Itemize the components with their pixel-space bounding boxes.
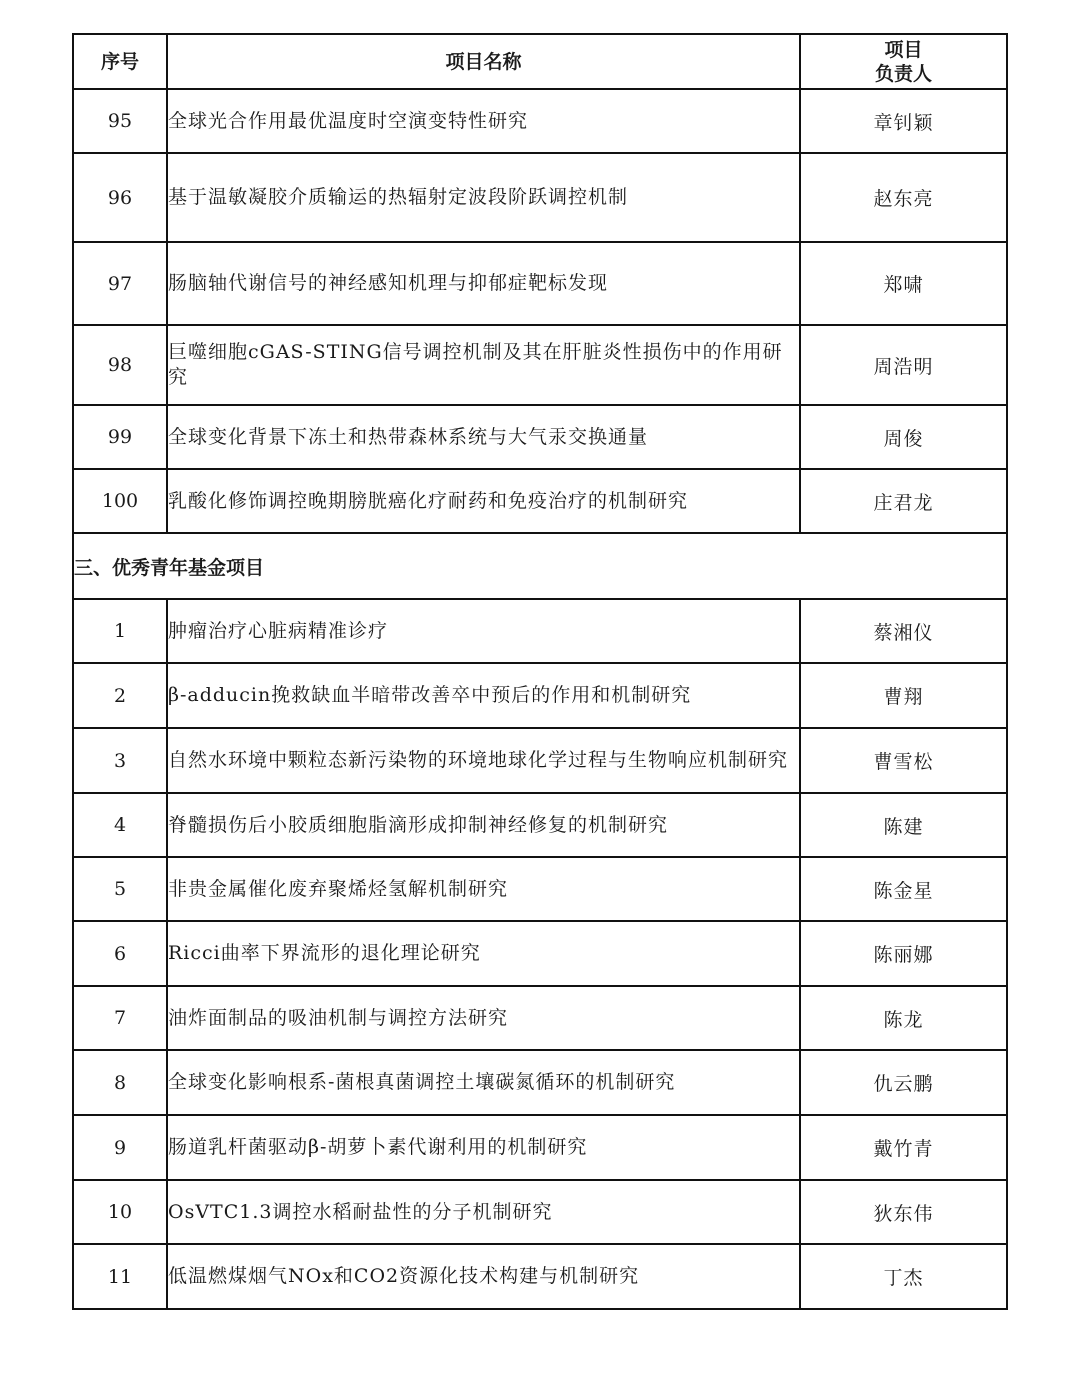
row-leader: 陈丽娜 (800, 921, 1007, 986)
row-project-name: β-adducin挽救缺血半暗带改善卒中预后的作用和机制研究 (167, 663, 800, 728)
row-number: 98 (73, 325, 167, 405)
row-number: 3 (73, 728, 167, 793)
table-row (73, 921, 1007, 986)
row-number: 11 (73, 1244, 167, 1309)
table-row (73, 857, 1007, 921)
row-number: 1 (73, 599, 167, 663)
project-table (72, 33, 1008, 1310)
table-row (73, 1180, 1007, 1244)
header-no: 序号 (73, 34, 167, 89)
row-project-name: 低温燃煤烟气NOx和CO2资源化技术构建与机制研究 (167, 1244, 800, 1309)
row-project-name: 油炸面制品的吸油机制与调控方法研究 (167, 986, 800, 1050)
row-leader: 狄东伟 (800, 1180, 1007, 1244)
row-project-name: 全球变化影响根系-菌根真菌调控土壤碳氮循环的机制研究 (167, 1050, 800, 1115)
row-project-name: 乳酸化修饰调控晚期膀胱癌化疗耐药和免疫治疗的机制研究 (167, 469, 800, 533)
row-project-name: Ricci曲率下界流形的退化理论研究 (167, 921, 800, 986)
table-row (73, 405, 1007, 469)
table-row (73, 986, 1007, 1050)
row-leader: 郑啸 (800, 242, 1007, 325)
row-leader: 赵东亮 (800, 153, 1007, 242)
row-number: 99 (73, 405, 167, 469)
row-leader: 蔡湘仪 (800, 599, 1007, 663)
row-leader: 章钊颖 (800, 89, 1007, 153)
table-row (73, 663, 1007, 728)
row-project-name: 肠道乳杆菌驱动β-胡萝卜素代谢利用的机制研究 (167, 1115, 800, 1180)
row-leader: 丁杰 (800, 1244, 1007, 1309)
row-number: 5 (73, 857, 167, 921)
table-row (73, 1244, 1007, 1309)
row-project-name: 自然水环境中颗粒态新污染物的环境地球化学过程与生物响应机制研究 (167, 728, 800, 793)
row-number: 97 (73, 242, 167, 325)
row-project-name: OsVTC1.3调控水稻耐盐性的分子机制研究 (167, 1180, 800, 1244)
row-number: 10 (73, 1180, 167, 1244)
header-project-name: 项目名称 (167, 34, 800, 89)
row-number: 100 (73, 469, 167, 533)
row-number: 6 (73, 921, 167, 986)
row-number: 4 (73, 793, 167, 857)
row-leader: 周俊 (800, 405, 1007, 469)
row-project-name: 巨噬细胞cGAS-STING信号调控机制及其在肝脏炎性损伤中的作用研究 (167, 325, 800, 405)
table-row (73, 242, 1007, 325)
row-number: 9 (73, 1115, 167, 1180)
row-leader: 庄君龙 (800, 469, 1007, 533)
header-leader (800, 34, 1007, 89)
row-project-name: 肿瘤治疗心脏病精准诊疗 (167, 599, 800, 663)
table-row (73, 89, 1007, 153)
row-leader: 戴竹青 (800, 1115, 1007, 1180)
row-project-name: 全球光合作用最优温度时空演变特性研究 (167, 89, 800, 153)
row-project-name: 全球变化背景下冻土和热带森林系统与大气汞交换通量 (167, 405, 800, 469)
row-leader: 陈金星 (800, 857, 1007, 921)
table-header-row (73, 34, 1007, 89)
row-project-name: 脊髓损伤后小胶质细胞脂滴形成抑制神经修复的机制研究 (167, 793, 800, 857)
row-number: 7 (73, 986, 167, 1050)
table-row (73, 599, 1007, 663)
table-row (73, 469, 1007, 533)
table-row (73, 728, 1007, 793)
row-number: 8 (73, 1050, 167, 1115)
table-row (73, 793, 1007, 857)
row-number: 2 (73, 663, 167, 728)
row-leader: 仇云鹏 (800, 1050, 1007, 1115)
row-project-name: 肠脑轴代谢信号的神经感知机理与抑郁症靶标发现 (167, 242, 800, 325)
row-leader: 周浩明 (800, 325, 1007, 405)
row-leader: 曹雪松 (800, 728, 1007, 793)
table-row (73, 1050, 1007, 1115)
row-number: 95 (73, 89, 167, 153)
table-row (73, 1115, 1007, 1180)
row-project-name: 非贵金属催化废弃聚烯烃氢解机制研究 (167, 857, 800, 921)
row-project-name: 基于温敏凝胶介质输运的热辐射定波段阶跃调控机制 (167, 153, 800, 242)
section-heading: 三、优秀青年基金项目 (73, 533, 1007, 599)
row-leader: 陈建 (800, 793, 1007, 857)
section-heading-row (73, 533, 1007, 599)
table-row (73, 325, 1007, 405)
row-leader: 陈龙 (800, 986, 1007, 1050)
header-leader-line2: 负责人 (874, 62, 932, 85)
table-row (73, 153, 1007, 242)
header-leader-line1: 项目 (884, 38, 923, 61)
row-number: 96 (73, 153, 167, 242)
row-leader: 曹翔 (800, 663, 1007, 728)
